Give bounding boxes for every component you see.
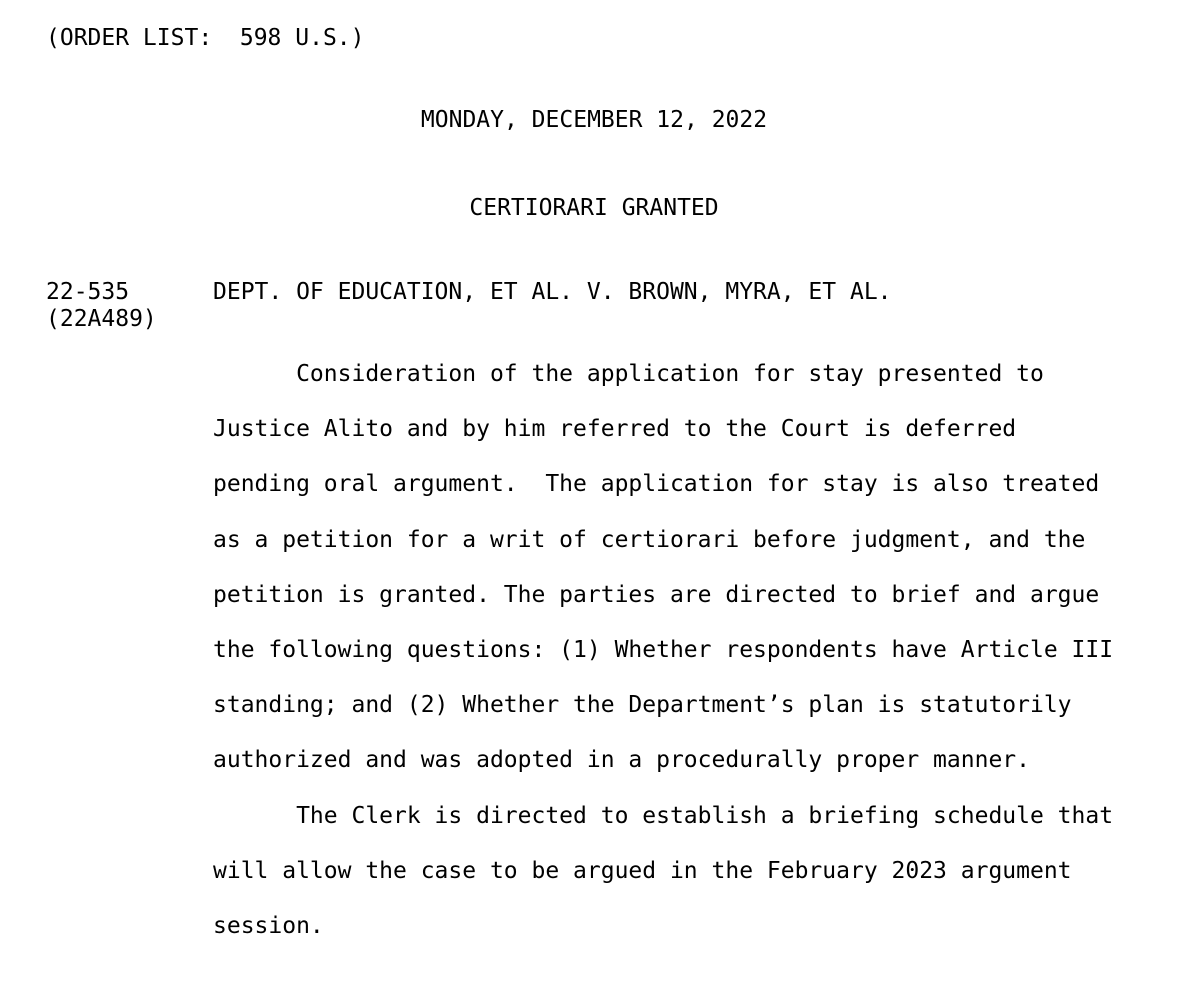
paragraph-line: session. — [213, 913, 324, 939]
order-list-header: (ORDER LIST: 598 U.S.) — [46, 25, 365, 51]
case-caption: DEPT. OF EDUCATION, ET AL. V. BROWN, MYRA, ET AL. — [213, 279, 892, 305]
section-title: CERTIORARI GRANTED — [469, 195, 719, 221]
paragraph-line: Consideration of the application for stay presented to — [213, 361, 1044, 387]
paragraph-line: Justice Alito and by him referred to the Court is deferred — [213, 416, 1017, 442]
paragraph-line: authorized and was adopted in a procedurally proper manner. — [213, 747, 1030, 773]
paragraph-line: pending oral argument. The application for stay is also treated — [213, 471, 1100, 497]
docket-number: 22-535 — [46, 279, 130, 305]
order-date: MONDAY, DECEMBER 12, 2022 — [420, 107, 768, 133]
paragraph-line: as a petition for a writ of certiorari before judgment, and the — [213, 527, 1086, 553]
paragraph-line: will allow the case to be argued in the February 2023 argument — [213, 858, 1072, 884]
application-number: (22A489) — [46, 306, 157, 332]
paragraph-line: standing; and (2) Whether the Department’s plan is statutorily — [213, 692, 1072, 718]
paragraph-line: The Clerk is directed to establish a briefing schedule that — [213, 803, 1114, 829]
paragraph-line: petition is granted. The parties are directed to brief and argue — [213, 582, 1100, 608]
paragraph-line: the following questions: (1) Whether respondents have Article III — [213, 637, 1114, 663]
